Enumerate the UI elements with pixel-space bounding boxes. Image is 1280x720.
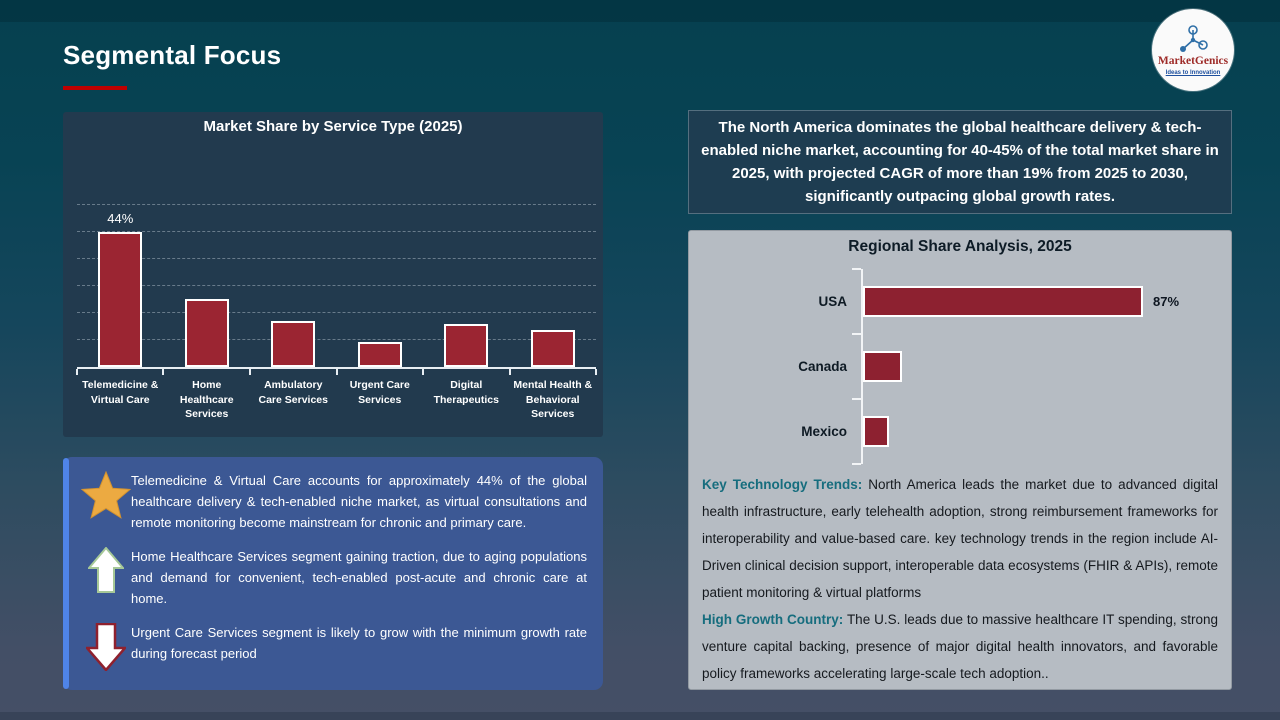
note-lead: Key Technology Trends: bbox=[702, 477, 863, 492]
regional-chart-rows bbox=[701, 269, 1221, 464]
bar bbox=[271, 321, 315, 367]
category-label: Mental Health & Behavioral Services bbox=[513, 379, 593, 421]
logo bbox=[1152, 9, 1234, 91]
note-text: North America leads the market due to advanced digital health infrastructure, early telehealth adoption, strong reimbursement frameworks for interoperability and value-based care. key technology trends in the region include AI-Driven clinical decision support, interoperable data ecosystems (FHIR & APIs), remote patient monitoring & virtual platforms bbox=[702, 477, 1219, 600]
axis-tick bbox=[852, 268, 861, 270]
bar-column bbox=[164, 192, 251, 367]
category-label: Telemedicine & Virtual Care bbox=[82, 379, 159, 406]
insight-row bbox=[81, 470, 593, 533]
data-label: 87% bbox=[1153, 294, 1180, 309]
molecule-icon bbox=[1176, 24, 1210, 54]
regional-bar-row bbox=[701, 399, 1221, 464]
service-chart-bars bbox=[77, 192, 596, 367]
logo-name: MarketGenics bbox=[1157, 55, 1229, 68]
axis-tick bbox=[852, 463, 861, 465]
insight-row bbox=[81, 622, 593, 671]
insight-row bbox=[81, 546, 593, 609]
insight-accent-stripe bbox=[63, 458, 69, 689]
service-chart-xlabels bbox=[77, 378, 596, 422]
arrow-up-icon bbox=[81, 546, 131, 593]
category-label: Mexico bbox=[801, 424, 847, 439]
arrow-down-icon bbox=[81, 622, 131, 671]
bar bbox=[358, 342, 402, 367]
bar-column bbox=[77, 192, 164, 367]
note-text: The U.S. leads due to massive healthcare IT spending, strong venture capital backing, presence of major digital health innovators, and favorable policy frameworks accelerating large-scale tech adoption.. bbox=[702, 612, 1218, 681]
category-label: Canada bbox=[798, 359, 847, 374]
axis-tick bbox=[595, 369, 597, 375]
insight-text: Home Healthcare Services segment gaining traction, due to aging populations and demand for convenient, tech-enabled post-acute and chronic care at home. bbox=[131, 549, 587, 606]
service-type-chart bbox=[63, 112, 603, 437]
insight-box bbox=[63, 457, 603, 690]
regional-notes bbox=[702, 471, 1218, 687]
logo-tagline: Ideas to Innovation bbox=[1165, 69, 1221, 76]
bottom-band bbox=[0, 712, 1280, 720]
axis-tick bbox=[249, 369, 251, 375]
axis-tick bbox=[76, 369, 78, 375]
category-label: Digital Therapeutics bbox=[433, 379, 499, 406]
insight-text: Telemedicine & Virtual Care accounts for approximately 44% of the global healthcare delivery & tech-enabled niche market, as virtual consultations and remote monitoring become mainstream for chronic and primary care. bbox=[131, 473, 587, 530]
axis-tick bbox=[422, 369, 424, 375]
bar bbox=[863, 351, 902, 382]
bar bbox=[444, 324, 488, 367]
bar bbox=[863, 416, 889, 447]
axis-tick bbox=[336, 369, 338, 375]
data-label: 44% bbox=[107, 211, 134, 226]
bar-column bbox=[510, 192, 597, 367]
regional-note bbox=[702, 471, 1218, 606]
category-label: USA bbox=[818, 294, 847, 309]
bar bbox=[863, 286, 1143, 317]
page-title: Segmental Focus bbox=[63, 40, 282, 70]
title-underline bbox=[63, 86, 127, 90]
note-lead: High Growth Country: bbox=[702, 612, 844, 627]
north-america-summary-text: The North America dominates the global healthcare delivery & tech-enabled niche market, accounting for 40-45% of the total market share in 2025, with projected CAGR of more than 19% from 2025 to 2030, significantly outpacing global growth rates. bbox=[701, 119, 1219, 205]
category-label: Ambulatory Care Services bbox=[258, 379, 328, 406]
axis-tick bbox=[162, 369, 164, 375]
axis-tick bbox=[852, 398, 861, 400]
bar bbox=[98, 232, 142, 367]
insight-text: Urgent Care Services segment is likely to grow with the minimum growth rate during forecast period bbox=[131, 625, 587, 661]
category-label: Home Healthcare Services bbox=[179, 379, 234, 421]
star-icon bbox=[81, 470, 131, 519]
category-label: Urgent Care Services bbox=[349, 379, 410, 406]
north-america-summary-box bbox=[688, 110, 1232, 214]
regional-chart-title: Regional Share Analysis, 2025 bbox=[848, 238, 1072, 255]
regional-bar-row bbox=[701, 269, 1221, 334]
regional-chart-axis bbox=[861, 269, 863, 464]
bar-column bbox=[250, 192, 337, 367]
axis-tick bbox=[852, 333, 861, 335]
bar-column bbox=[423, 192, 510, 367]
insight-list bbox=[81, 470, 593, 671]
regional-note bbox=[702, 606, 1218, 687]
axis-tick bbox=[509, 369, 511, 375]
service-chart-title: Market Share by Service Type (2025) bbox=[203, 118, 463, 135]
bar bbox=[531, 330, 575, 367]
service-chart-plot bbox=[77, 192, 596, 369]
regional-panel bbox=[688, 230, 1232, 690]
regional-chart bbox=[701, 269, 1221, 464]
top-band bbox=[0, 0, 1280, 22]
bar bbox=[185, 299, 229, 367]
bar-column bbox=[337, 192, 424, 367]
regional-bar-row bbox=[701, 334, 1221, 399]
